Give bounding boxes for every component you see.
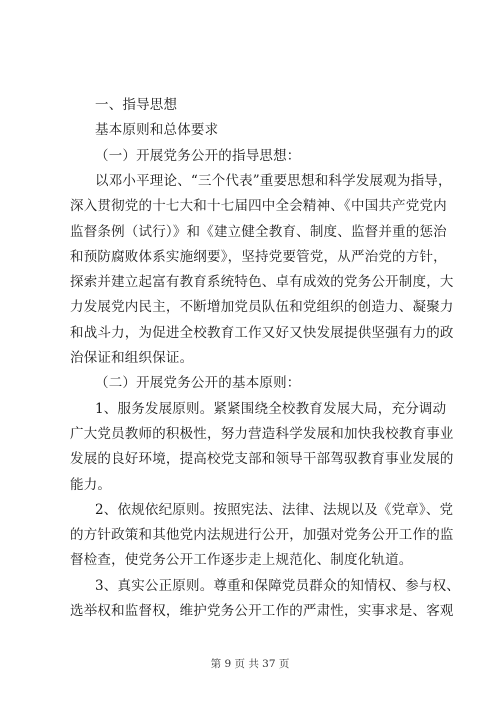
paragraph-line: 广大党员教师的积极性，努力营造科学发展和加快我校教育事业	[70, 426, 454, 442]
paragraph-line: 监督条例（试行）》和《建立健全教育、制度、监督并重的惩治	[70, 224, 447, 240]
subheading-guiding: （一）开展党务公开的指导思想：	[95, 148, 301, 164]
paragraph-line: 2、依规依纪原则。按照宪法、法律、法规以及《党章》、党	[95, 502, 454, 518]
paragraph-line: 力发展党内民主，不断增加党员队伍和党组织的创造力、凝聚力	[70, 299, 454, 315]
paragraph-line: 以邓小平理论、“三个代表”重要思想和科学发展观为指导，	[95, 173, 452, 189]
paragraph-line: 3、真实公正原则。尊重和保障党员群众的知情权、参与权、	[95, 578, 460, 594]
paragraph-line: 治保证和组织保证。	[70, 350, 194, 366]
paragraph-line: 的方针政策和其他党内法规进行公开，加强对党务公开工作的监	[70, 527, 454, 543]
paragraph-line: 选举权和监督权，维护党务公开工作的严肃性，实事求是、客观	[70, 603, 454, 619]
paragraph-line: 发展的良好环境，提高校党支部和领导干部驾驭教育事业发展的	[70, 451, 454, 467]
paragraph-line: 督检查，使党务公开工作逐步走上规范化、制度化轨道。	[70, 552, 413, 568]
paragraph-line: 和预防腐败体系实施纲要》，坚持党要管党，从严治党的方针，	[70, 249, 447, 265]
paragraph-line: 能力。	[70, 477, 112, 493]
paragraph-line: 1、服务发展原则。紧紧围绕全校教育发展大局，充分调动	[95, 401, 447, 417]
page-footer: 第 9 页 共 37 页	[210, 658, 290, 670]
subheading-principles: （二）开展党务公开的基本原则：	[95, 375, 301, 391]
paragraph-line: 深入贯彻党的十七大和十七届四中全会精神、《中国共产党党内	[70, 198, 447, 214]
paragraph-line: 和战斗力，为促进全校教育工作又好又快发展提供坚强有力的政	[70, 325, 454, 341]
paragraph-line: 探索并建立起富有教育系统特色、卓有成效的党务公开制度，大	[70, 274, 454, 290]
heading-guiding-thought: 一、指导思想	[95, 97, 178, 113]
heading-principles: 基本原则和总体要求	[95, 122, 219, 138]
